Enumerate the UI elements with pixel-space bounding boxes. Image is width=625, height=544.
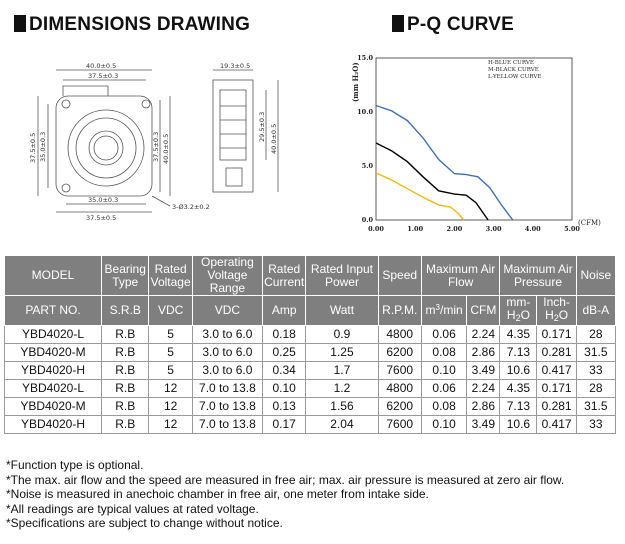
unit-speed: R.P.M.: [378, 296, 421, 326]
cell-bearing: R.B: [102, 416, 149, 434]
dim-front-right-inner: 37.5±0.3: [152, 131, 160, 162]
cell-power: 1.25: [306, 344, 378, 362]
cell-bearing: R.B: [102, 326, 149, 344]
mount-hole-2: [142, 100, 150, 108]
table-row: [5, 362, 616, 380]
unit-op-voltage: VDC: [192, 296, 262, 326]
footnote: *Function type is optional.: [6, 458, 144, 472]
unit-pressure-mm: mm- $H_2O$: [500, 296, 537, 326]
dim-front-left-outer: 37.5±0.5: [29, 132, 37, 163]
dim-hole-note: 3-Ø3.2±0.2: [172, 203, 210, 211]
cell-current: 0.34: [262, 362, 305, 380]
cell-current: 0.13: [262, 398, 305, 416]
pq-y-tick: 10.0: [357, 108, 373, 116]
front-outlet: [63, 86, 108, 96]
cell-op-voltage: 3.0 to 6.0: [192, 344, 262, 362]
cell-pressure-inch: 0.417: [537, 416, 576, 434]
cell-part-no: YBD4020-L: [5, 326, 102, 344]
dim-front-right-outer: 40.0±0.5: [162, 133, 170, 164]
front-impeller-ring: [76, 118, 136, 178]
col-max-pressure: Maximum Air Pressure: [500, 256, 576, 296]
cell-bearing: R.B: [102, 344, 149, 362]
unit-bearing: S.R.B: [102, 296, 149, 326]
cell-current: 0.25: [262, 344, 305, 362]
pq-x-tick: 2.00: [446, 225, 463, 233]
footnote: *All readings are typical values at rated voltage.: [6, 501, 259, 516]
cell-voltage: 5: [149, 344, 192, 362]
col-rated-current: Rated Current: [262, 256, 305, 296]
dim-side-right-inner: 29.5±0.3: [258, 111, 266, 142]
dim-front-bottom-outer: 37.5±0.5: [86, 214, 117, 222]
footnotes: [6, 458, 564, 531]
cell-pressure-mm: 4.35: [500, 380, 537, 398]
pq-x-tick: 3.00: [485, 225, 502, 233]
cell-speed: 4800: [378, 380, 421, 398]
cell-op-voltage: 7.0 to 13.8: [192, 398, 262, 416]
col-max-airflow: Maximum Air Flow: [421, 256, 499, 296]
pq-y-axis-label: (mm H₂O): [351, 62, 360, 102]
footnote: *Specifications are subject to change without notice.: [6, 516, 283, 530]
cell-power: 1.2: [306, 380, 378, 398]
cell-voltage: 12: [149, 416, 192, 434]
col-model: MODEL: [5, 256, 102, 296]
unit-current: Amp: [262, 296, 305, 326]
pq-curve-chart: [340, 52, 620, 248]
col-rated-power: Rated Input Power: [306, 256, 378, 296]
pq-y-tick: 15.0: [357, 54, 373, 62]
table-header-row-1: [5, 256, 616, 296]
cell-flow-m3: 0.08: [421, 344, 466, 362]
cell-pressure-inch: 0.281: [537, 344, 576, 362]
table-row: [5, 380, 616, 398]
dim-side-top: 19.3±0.5: [220, 62, 251, 70]
side-inner: [220, 90, 246, 160]
cell-voltage: 5: [149, 362, 192, 380]
cell-voltage: 12: [149, 380, 192, 398]
cell-flow-m3: 0.06: [421, 380, 466, 398]
side-connector: [226, 168, 242, 186]
cell-noise: 28: [576, 380, 615, 398]
pq-legend-medium: M-BLACK CURVE: [488, 67, 539, 73]
table-row: [5, 416, 616, 434]
title-square-icon: [14, 15, 26, 32]
unit-flow-cfm: CFM: [467, 296, 500, 326]
pq-curve-title-text: P-Q CURVE: [407, 14, 515, 35]
cell-pressure-mm: 4.35: [500, 326, 537, 344]
pq-legend-low: L-YELLOW CURVE: [488, 74, 542, 80]
mount-hole-1: [62, 100, 70, 108]
unit-pressure-inch: Inch- $H_2O$: [537, 296, 576, 326]
table-header-row-2: [5, 296, 616, 326]
pq-x-axis-label: (CFM): [578, 219, 601, 227]
dim-front-left-inner: 35.0±0.3: [39, 131, 47, 162]
pq-y-tick: 0.0: [361, 216, 373, 224]
unit-part-no: PART NO.: [5, 296, 102, 326]
col-operating-voltage: Operating Voltage Range: [192, 256, 262, 296]
pq-legend-high: H-BLUE CURVE: [488, 60, 534, 66]
cell-part-no: YBD4020-H: [5, 362, 102, 380]
cell-flow-m3: 0.10: [421, 362, 466, 380]
pq-curve-title: [392, 14, 514, 36]
col-noise: Noise: [576, 256, 615, 296]
unit-voltage: VDC: [149, 296, 192, 326]
cell-power: 1.56: [306, 398, 378, 416]
cell-pressure-mm: 10.6: [500, 362, 537, 380]
cell-speed: 4800: [378, 326, 421, 344]
cell-pressure-inch: 0.417: [537, 362, 576, 380]
front-impeller-outer: [68, 110, 144, 186]
cell-bearing: R.B: [102, 362, 149, 380]
cell-current: 0.18: [262, 326, 305, 344]
col-rated-voltage: Rated Voltage: [149, 256, 192, 296]
cell-noise: 28: [576, 326, 615, 344]
cell-part-no: YBD4020-H: [5, 416, 102, 434]
cell-pressure-mm: 10.6: [500, 416, 537, 434]
cell-flow-cfm: 3.49: [467, 416, 500, 434]
cell-part-no: YBD4020-M: [5, 398, 102, 416]
table-row: [5, 344, 616, 362]
cell-voltage: 12: [149, 398, 192, 416]
spec-table: [4, 255, 616, 434]
cell-flow-cfm: 2.24: [467, 326, 500, 344]
cell-flow-m3: 0.06: [421, 326, 466, 344]
cell-op-voltage: 7.0 to 13.8: [192, 380, 262, 398]
pq-x-tick: 4.00: [524, 225, 541, 233]
cell-current: 0.17: [262, 416, 305, 434]
col-bearing: Bearing Type: [102, 256, 149, 296]
cell-noise: 33: [576, 416, 615, 434]
side-housing: [213, 80, 253, 192]
dim-front-top-outer: 40.0±0.5: [86, 62, 117, 70]
cell-speed: 6200: [378, 344, 421, 362]
cell-voltage: 5: [149, 326, 192, 344]
cell-pressure-inch: 0.281: [537, 398, 576, 416]
cell-flow-cfm: 2.86: [467, 344, 500, 362]
front-hub-inner: [94, 136, 118, 160]
cell-flow-cfm: 2.86: [467, 398, 500, 416]
cell-op-voltage: 3.0 to 6.0: [192, 362, 262, 380]
cell-speed: 7600: [378, 362, 421, 380]
cell-part-no: YBD4020-L: [5, 380, 102, 398]
table-row: [5, 326, 616, 344]
cell-noise: 33: [576, 362, 615, 380]
dimensions-title-text: DIMENSIONS DRAWING: [29, 14, 251, 35]
pq-x-tick: 5.00: [564, 225, 580, 233]
title-square-icon: [392, 15, 404, 32]
table-row: [5, 398, 616, 416]
unit-noise: dB-A: [576, 296, 615, 326]
dim-side-right-outer: 40.0±0.5: [270, 123, 278, 154]
cell-pressure-mm: 7.13: [500, 398, 537, 416]
cell-noise: 31.5: [576, 344, 615, 362]
unit-flow-m3: $m^3/\min$: [421, 296, 466, 326]
footnote: *Noise is measured in anechoic chamber in free air, one meter from intake side.: [6, 487, 429, 501]
cell-speed: 7600: [378, 416, 421, 434]
cell-flow-cfm: 2.24: [467, 380, 500, 398]
cell-flow-m3: 0.08: [421, 398, 466, 416]
dimensions-drawing: [8, 58, 308, 228]
pq-plot-area: [376, 58, 572, 220]
cell-power: 0.9: [306, 326, 378, 344]
cell-part-no: YBD4020-M: [5, 344, 102, 362]
cell-power: 2.04: [306, 416, 378, 434]
cell-pressure-inch: 0.171: [537, 380, 576, 398]
cell-current: 0.10: [262, 380, 305, 398]
col-speed: Speed: [378, 256, 421, 296]
cell-bearing: R.B: [102, 380, 149, 398]
cell-bearing: R.B: [102, 398, 149, 416]
pq-x-tick: 1.00: [407, 225, 424, 233]
cell-flow-m3: 0.10: [421, 416, 466, 434]
dim-front-bottom-inner: 35.0±0.3: [88, 196, 119, 204]
cell-power: 1.7: [306, 362, 378, 380]
cell-speed: 6200: [378, 398, 421, 416]
cell-noise: 31.5: [576, 398, 615, 416]
front-housing: [56, 96, 152, 196]
cell-pressure-inch: 0.171: [537, 326, 576, 344]
mount-hole-3: [62, 184, 70, 192]
dim-front-top-inner: 37.5±0.3: [88, 72, 119, 80]
cell-flow-cfm: 3.49: [467, 362, 500, 380]
unit-power: Watt: [306, 296, 378, 326]
cell-op-voltage: 7.0 to 13.8: [192, 416, 262, 434]
cell-op-voltage: 3.0 to 6.0: [192, 326, 262, 344]
footnote: *The max. air flow and the speed are measured in free air; max. air pressure is measured at zero air flow.: [6, 472, 565, 487]
cell-pressure-mm: 7.13: [500, 344, 537, 362]
pq-x-tick: 0.00: [368, 225, 384, 233]
dimensions-title: [14, 14, 250, 36]
pq-y-tick: 5.0: [361, 162, 373, 170]
